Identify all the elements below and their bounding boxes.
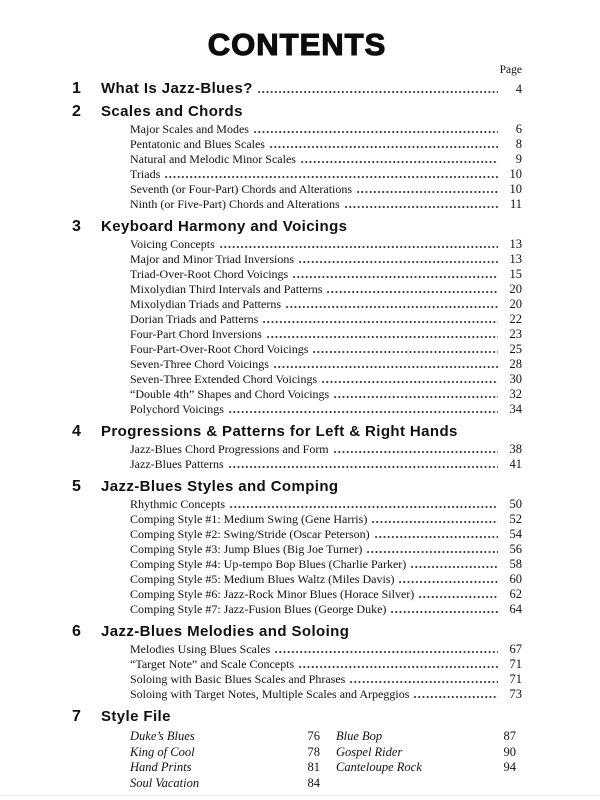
dot-leader	[326, 290, 498, 294]
toc-item-label: Seven-Three Extended Chord Voicings	[130, 372, 318, 386]
page-number: 6	[515, 122, 522, 136]
toc-item-label: Rhythmic Concepts	[130, 497, 225, 511]
toc-item-label: Jazz-Blues Patterns	[130, 457, 224, 471]
page-number: 20	[509, 297, 522, 311]
chapter-title: Progressions & Patterns for Left & Right Hands	[101, 423, 458, 440]
dot-leader	[298, 260, 498, 264]
toc-item-row	[72, 542, 522, 557]
page-number: 71	[509, 657, 522, 671]
page-number: 71	[509, 672, 522, 686]
chapter-title: Jazz-Blues Styles and Comping	[101, 478, 339, 495]
dot-leader	[266, 335, 498, 339]
dot-leader	[371, 520, 498, 524]
toc-item-row	[72, 402, 522, 417]
toc-item-label: Mixolydian Third Intervals and Patterns	[130, 282, 323, 296]
style-title: Duke’s Blues	[130, 729, 195, 743]
dot-leader	[274, 650, 498, 654]
chapter-number: 5	[72, 478, 82, 495]
toc-item-label: Comping Style #5: Medium Blues Waltz (Miles Davis)	[130, 572, 395, 586]
page-number: 76	[307, 729, 320, 743]
toc-item-label: Triads	[130, 167, 161, 181]
chapter-number: 4	[72, 423, 82, 440]
toc-item-label: Jazz-Blues Chord Progressions and Form	[130, 442, 329, 456]
toc-item-row	[72, 327, 522, 342]
page-number: 23	[509, 327, 522, 341]
page-number: 11	[509, 197, 522, 211]
chapter-title: Jazz-Blues Melodies and Soloing	[101, 623, 350, 640]
page-number: 58	[509, 557, 522, 571]
dot-leader	[410, 565, 498, 569]
toc-item-row	[72, 182, 522, 197]
toc-list	[72, 81, 522, 791]
toc-item-label: Comping Style #3: Jump Blues (Big Joe Turner)	[130, 542, 363, 556]
chapter-row-5	[72, 479, 522, 495]
toc-item-label: Comping Style #7: Jazz-Fusion Blues (George Duke)	[130, 602, 387, 616]
toc-item-label: Seven-Three Chord Voicings	[130, 357, 269, 371]
toc-item-label: Natural and Melodic Minor Scales	[130, 152, 296, 166]
dot-leader	[292, 275, 498, 279]
style-title: King of Cool	[130, 744, 195, 759]
page-number: 13	[509, 252, 522, 266]
toc-item-label: Soloing with Target Notes, Multiple Scales and Arpeggios	[130, 687, 410, 701]
toc-item-label: Major Scales and Modes	[130, 122, 249, 136]
dot-leader	[366, 550, 498, 554]
page-number: 8	[515, 137, 522, 151]
style-file-row	[336, 745, 516, 761]
toc-item-row	[72, 152, 522, 167]
dot-leader	[413, 695, 498, 699]
page-number: 4	[515, 82, 522, 96]
dot-leader	[285, 305, 498, 309]
style-file-row	[130, 760, 320, 776]
chapter-number: 2	[72, 103, 82, 120]
page-number: 50	[509, 497, 522, 511]
page-number: 15	[509, 267, 522, 281]
chapter-title: What Is Jazz-Blues?	[101, 80, 253, 97]
style-file-column-right	[336, 729, 516, 791]
style-file-row	[336, 760, 516, 776]
contents-body	[72, 28, 522, 791]
style-title: Canteloupe Rock	[336, 760, 422, 774]
chapter-number: 1	[72, 80, 82, 97]
page-number: 30	[509, 372, 522, 386]
toc-item-label: Seventh (or Four-Part) Chords and Alterations	[130, 182, 353, 196]
toc-item-label: “Target Note” and Scale Concepts	[130, 657, 295, 671]
style-title: Soul Vacation	[130, 775, 200, 790]
dot-leader	[390, 610, 498, 614]
chapter-row-6	[72, 624, 522, 640]
toc-item-row	[72, 342, 522, 357]
toc-item-label: Comping Style #2: Swing/Stride (Oscar Peterson)	[130, 527, 370, 541]
dot-leader	[262, 320, 498, 324]
toc-item-row	[72, 372, 522, 387]
chapter-row-2	[72, 104, 522, 120]
dot-leader	[269, 145, 498, 149]
toc-item-label: Polychord Voicings	[130, 402, 224, 416]
toc-item-row	[72, 137, 522, 152]
dot-leader	[300, 160, 498, 164]
chapter-number: 6	[72, 623, 82, 640]
toc-item-label: Comping Style #6: Jazz-Rock Minor Blues (Horace Silver)	[130, 587, 415, 601]
dot-leader	[219, 245, 498, 249]
toc-item-row	[72, 557, 522, 572]
page-number: 60	[509, 572, 522, 586]
dot-leader	[312, 350, 498, 354]
dot-leader	[257, 90, 498, 94]
toc-item-label: Four-Part-Over-Root Chord Voicings	[130, 342, 309, 356]
toc-item-row	[72, 357, 522, 372]
dot-leader	[164, 175, 498, 179]
page-number: 38	[509, 442, 522, 456]
toc-item-label: Ninth (or Five-Part) Chords and Alterations	[130, 197, 340, 211]
style-file-columns	[72, 729, 522, 791]
style-title: Blue Bop	[336, 729, 383, 743]
toc-item-row	[72, 122, 522, 137]
dot-leader	[344, 205, 498, 209]
page-number: 52	[509, 512, 522, 526]
toc-item-row	[72, 282, 522, 297]
dot-leader	[229, 505, 498, 509]
toc-item-row	[72, 442, 522, 457]
chapter-row-7	[72, 709, 522, 725]
toc-item-row	[72, 587, 522, 602]
dot-leader	[298, 665, 498, 669]
toc-item-row	[72, 497, 522, 512]
chapter-number: 7	[72, 708, 82, 725]
toc-item-label: Triad-Over-Root Chord Voicings	[130, 267, 289, 281]
page-number: 62	[509, 587, 522, 601]
style-file-column-left	[130, 729, 320, 791]
toc-item-row	[72, 197, 522, 212]
dot-leader	[333, 395, 498, 399]
style-file-row	[130, 776, 320, 792]
toc-item-label: “Double 4th” Shapes and Chord Voicings	[130, 387, 330, 401]
page-number: 78	[307, 744, 320, 759]
dot-leader	[253, 130, 498, 134]
toc-item-row	[72, 602, 522, 617]
page-number: 9	[515, 152, 522, 166]
toc-item-row	[72, 267, 522, 282]
dot-leader	[333, 450, 498, 454]
toc-item-row	[72, 642, 522, 657]
page-number: 73	[509, 687, 522, 701]
style-title: Hand Prints	[130, 760, 192, 774]
page-title: CONTENTS	[207, 27, 387, 62]
toc-item-row	[72, 312, 522, 327]
toc-item-label: Comping Style #4: Up-tempo Bop Blues (Charlie Parker)	[130, 557, 407, 571]
page-number: 25	[509, 342, 522, 356]
page-number: 56	[509, 542, 522, 556]
page-number: 41	[509, 457, 522, 471]
dot-leader	[321, 380, 498, 384]
page-number: 67	[509, 642, 522, 656]
toc-item-row	[72, 167, 522, 182]
page-number: 90	[503, 744, 516, 759]
dot-leader	[374, 535, 498, 539]
chapter-title: Scales and Chords	[101, 103, 243, 120]
dot-leader	[228, 410, 498, 414]
dot-leader	[418, 595, 498, 599]
page-number: 34	[509, 402, 522, 416]
style-title: Gospel Rider	[336, 744, 403, 759]
chapter-number: 3	[72, 218, 82, 235]
page-number: 64	[509, 602, 522, 616]
toc-item-label: Dorian Triads and Patterns	[130, 312, 259, 326]
toc-item-row	[72, 687, 522, 702]
page-number: 94	[503, 760, 516, 774]
chapter-title: Style File	[101, 708, 171, 725]
toc-item-row	[72, 387, 522, 402]
page-number: 10	[509, 182, 522, 196]
toc-item-label: Comping Style #1: Medium Swing (Gene Harris)	[130, 512, 368, 526]
chapter-title: Keyboard Harmony and Voicings	[101, 218, 348, 235]
toc-item-label: Major and Minor Triad Inversions	[130, 252, 294, 266]
toc-item-row	[72, 512, 522, 527]
toc-item-row	[72, 297, 522, 312]
toc-item-row	[72, 252, 522, 267]
chapter-row-1	[72, 81, 522, 97]
page-number: 54	[509, 527, 522, 541]
toc-item-row	[72, 657, 522, 672]
dot-leader	[398, 580, 498, 584]
page-number: 22	[509, 312, 522, 326]
dot-leader	[349, 680, 498, 684]
toc-item-label: Voicing Concepts	[130, 237, 215, 251]
toc-item-row	[72, 672, 522, 687]
toc-item-row	[72, 237, 522, 252]
toc-item-row	[72, 572, 522, 587]
page-number: 10	[509, 167, 522, 181]
toc-item-row	[72, 457, 522, 472]
toc-item-row	[72, 527, 522, 542]
chapter-row-4	[72, 424, 522, 440]
chapter-row-3	[72, 219, 522, 235]
style-file-row	[130, 745, 320, 761]
dot-leader	[356, 190, 498, 194]
toc-item-label: Mixolydian Triads and Patterns	[130, 297, 282, 311]
page-number: 32	[509, 387, 522, 401]
page-number: 28	[509, 357, 522, 371]
page-number: 13	[509, 237, 522, 251]
page-number: 81	[307, 760, 320, 774]
page-column-label: Page	[499, 64, 522, 76]
toc-item-label: Four-Part Chord Inversions	[130, 327, 262, 341]
dot-leader	[228, 465, 498, 469]
dot-leader	[273, 365, 498, 369]
page-number: 87	[503, 729, 516, 743]
page-number: 84	[307, 775, 320, 790]
style-file-row	[336, 729, 516, 745]
toc-item-label: Soloing with Basic Blues Scales and Phrases	[130, 672, 346, 686]
page-number: 20	[509, 282, 522, 296]
toc-item-label: Pentatonic and Blues Scales	[130, 137, 265, 151]
toc-item-label: Melodies Using Blues Scales	[130, 642, 271, 656]
style-file-row	[130, 729, 320, 745]
